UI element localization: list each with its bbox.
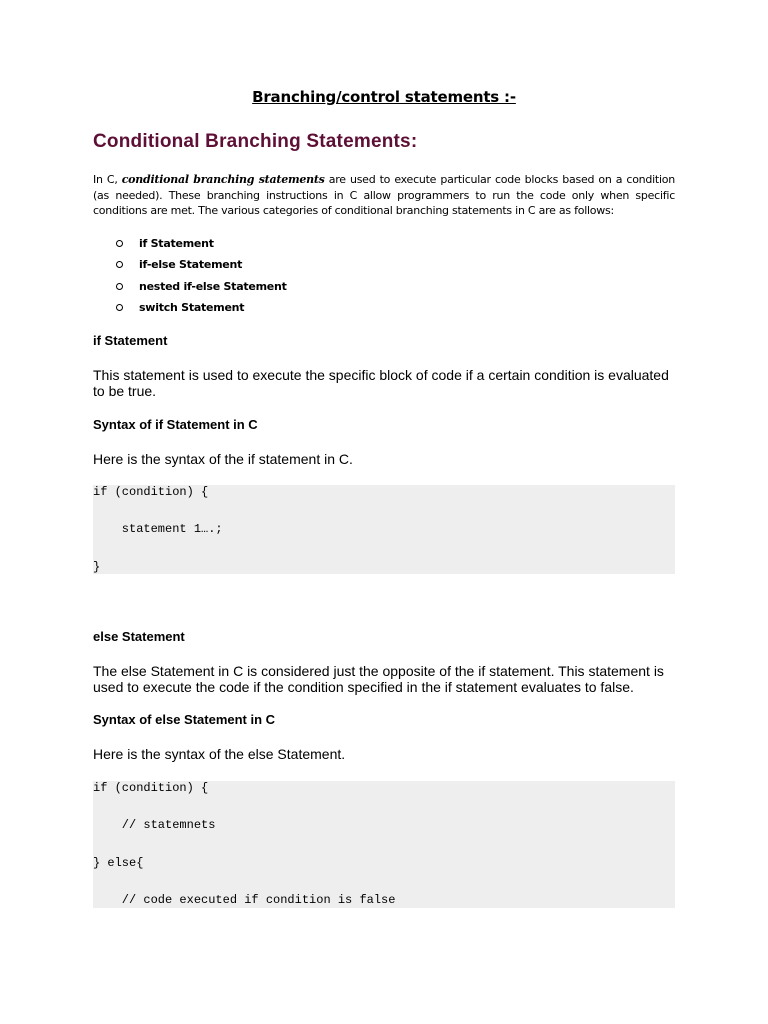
code-line: } else{ [93,856,144,870]
code-line: if (condition) { [93,781,209,795]
intro-paragraph [93,172,675,219]
list-item-label: nested if-else Statement [139,279,287,293]
intro-emphasis: conditional branching statements [121,173,325,186]
list-item-label: if-else Statement [139,258,243,272]
hollow-bullet-icon [116,283,123,290]
else-statement-heading: else Statement [93,629,185,644]
else-statement-description: The else Statement in C is considered just the opposite of the if statement. This statement is used to execute the code if the condition specified in the if statement evaluates to false. [93,663,664,695]
if-statement-heading: if Statement [93,333,168,348]
else-code-block [93,781,675,908]
code-line: // code executed if condition is false [93,893,396,907]
hollow-bullet-icon [116,261,123,268]
intro-prefix: In C, [93,173,122,186]
code-line: if (condition) { [93,485,209,499]
code-line: } [93,560,101,574]
hollow-bullet-icon [116,240,123,247]
list-item [93,279,287,300]
else-syntax-heading: Syntax of else Statement in C [93,712,276,727]
if-syntax-heading: Syntax of if Statement in C [93,417,258,432]
intro-rest: are used to execute particular code blocks based on a condition (as needed). These branching instructions in C allow programmers to run the code only when specific conditions are met. The various categories of conditional branching statements in C are as follows: [93,173,676,217]
list-item-label: switch Statement [139,300,245,314]
if-syntax-intro: Here is the syntax of the if statement in C. [93,451,353,467]
code-line: // statemnets [93,818,216,832]
list-item [93,236,287,257]
statement-types-list [93,236,287,321]
if-code-block [93,485,675,574]
hollow-bullet-icon [116,304,123,311]
section-heading: Conditional Branching Statements: [93,131,418,152]
list-item-label: if Statement [139,237,214,250]
list-item [93,257,287,278]
list-item [93,300,287,321]
if-statement-description: This statement is used to execute the specific block of code if a certain condition is evaluated to be true. [93,367,669,399]
code-line: statement 1….; [93,522,223,536]
document-title: Branching/control statements :- [252,88,516,106]
else-syntax-intro: Here is the syntax of the else Statement. [93,746,346,762]
